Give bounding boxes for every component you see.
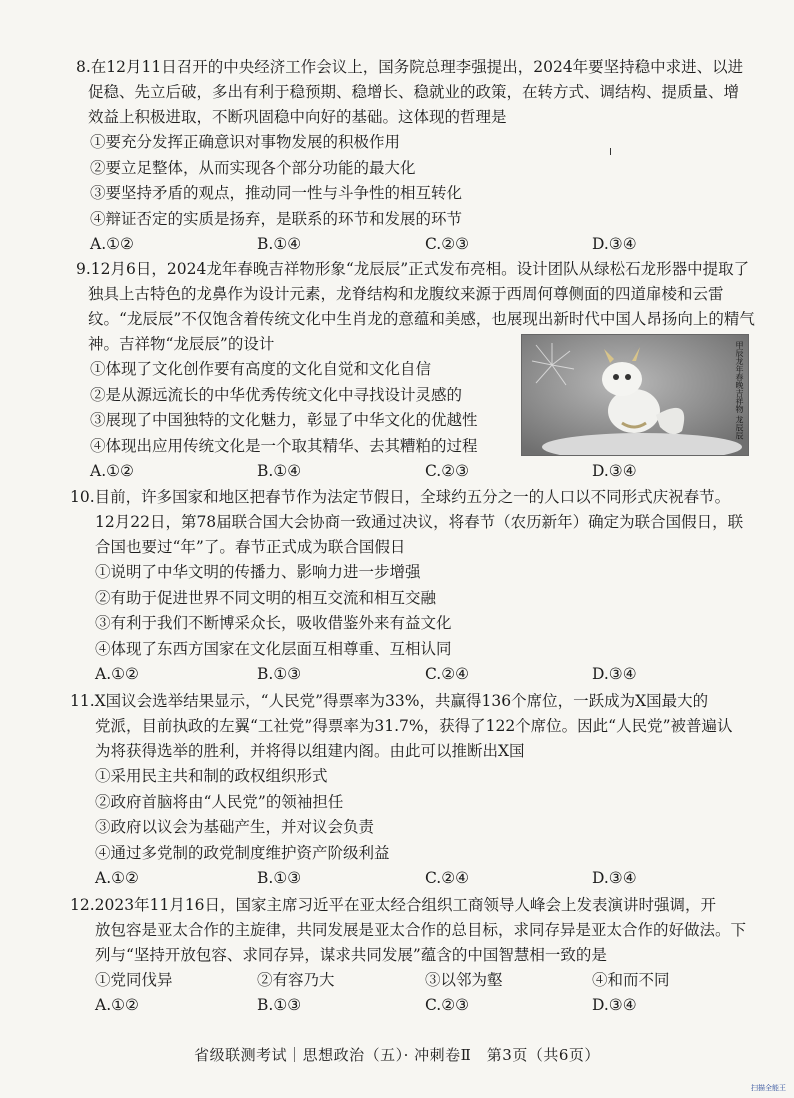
question-12-stem-first: 12.2023年11月16日，国家主席习近平在亚太经合组织工商领导人峰会上发表演讲时强调，开 xyxy=(70,896,717,914)
choice-c: C.②④ xyxy=(425,665,470,683)
page-footer: 省级联测考试｜思想政治（五）· 冲刺卷Ⅱ 第3页（共6页） xyxy=(194,1046,600,1064)
choice-a: A.①② xyxy=(90,462,134,480)
question-9-option-2: ②是从源远流长的中华优秀传统文化中寻找设计灵感的 xyxy=(90,385,463,404)
choice-d: D.③④ xyxy=(592,996,637,1014)
question-12-option-3: ③以邻为壑 xyxy=(425,971,503,989)
question-8-option-4: ④辩证否定的实质是扬弃，是联系的环节和发展的环节 xyxy=(90,209,463,228)
question-8-option-2: ②要立足整体，从而实现各个部分功能的最大化 xyxy=(90,158,416,177)
question-9-option-4: ④体现出应用传统文化是一个取其精华、去其糟粕的过程 xyxy=(90,436,478,455)
question-11-choices xyxy=(76,866,748,891)
question-8 xyxy=(76,55,748,257)
question-10-stem-first: 10.目前，许多国家和地区把春节作为法定节假日，全球约五分之一的人口以不同形式庆祝春节。 xyxy=(70,488,731,506)
choice-a: A.①② xyxy=(95,869,139,887)
choice-a: A.①② xyxy=(90,235,134,253)
question-11-option-3: ③政府以议会为基础产生，并对议会负责 xyxy=(95,818,375,836)
question-12-choices xyxy=(76,993,748,1018)
question-11-option-4: ④通过多党制的政党制度维护资产阶级利益 xyxy=(95,843,390,862)
question-11-option-1: ①采用民主共和制的政权组织形式 xyxy=(95,767,328,785)
choice-d: D.③④ xyxy=(592,462,637,480)
choice-b: B.①④ xyxy=(257,462,302,480)
question-9-stem: 9.12月6日，2024龙年春晚吉祥物形象“龙辰辰”正式发布亮相。设计团队从绿松石龙形器中提取了独具上古特色的龙鼻作为设计元素，龙脊结构和龙腹纹来源于西周何尊侧面的四道扉棱和云雷纹。“龙辰辰”不仅饱含着传统文化中生肖龙的意蕴和美感，也展现出新时代中国人昂扬向上的精气神。吉祥物“龙辰辰”的设计 xyxy=(76,260,755,353)
choice-c: C.②④ xyxy=(425,869,470,887)
mascot-image xyxy=(521,334,749,456)
choice-b: B.①③ xyxy=(257,869,302,887)
question-10-option-3: ③有利于我们不断博采众长，吸收借鉴外来有益文化 xyxy=(95,614,452,632)
question-10-option-4: ④体现了东西方国家在文化层面互相尊重、互相认同 xyxy=(95,639,452,658)
question-11-stem-rest: 党派，目前执政的左翼“工社党”得票率为31.7%，获得了122个席位。因此“人民党”被普遍认为将获得选举的胜利，并将得以组建内阁。由此可以推断出X国 xyxy=(95,717,733,760)
choice-a: A.①② xyxy=(95,665,139,683)
choice-b: B.①④ xyxy=(257,235,302,253)
question-10-stem-rest: 12月22日，第78届联合国大会协商一致通过决议，将春节（农历新年）确定为联合国假日，联合国也要过“年”了。春节正式成为联合国假日 xyxy=(95,513,744,556)
choice-d: D.③④ xyxy=(592,869,637,887)
choice-b: B.①③ xyxy=(257,665,302,683)
question-12-option-4: ④和而不同 xyxy=(592,971,670,989)
question-10 xyxy=(70,485,748,687)
question-8-stem: 8.在12月11日召开的中央经济工作会议上，国务院总理李强提出，2024年要坚持稳中求进、以进促稳、先立后破，多出有利于稳预期、稳增长、稳就业的政策，在转方式、调结构、提质量、增效益上积极进取，不断巩固稳中向好的基础。这体现的哲理是 xyxy=(76,58,744,126)
question-11-stem-first: 11.X国议会选举结果显示，“人民党”得票率为33%，共赢得136个席位，一跃成为X国最大的 xyxy=(70,692,709,710)
question-8-choices xyxy=(76,232,748,257)
question-9-options xyxy=(76,357,516,459)
question-8-option-1: ①要充分发挥正确意识对事物发展的积极作用 xyxy=(90,133,401,151)
question-12-options xyxy=(76,968,748,993)
question-11 xyxy=(70,689,748,891)
choice-c: C.②③ xyxy=(425,996,470,1014)
question-10-choices xyxy=(76,662,748,687)
scanner-watermark: 扫描全能王 xyxy=(751,1084,786,1092)
question-8-option-3: ③要坚持矛盾的观点，推动同一性与斗争性的相互转化 xyxy=(90,184,463,202)
question-9-choices-wrap xyxy=(76,459,748,484)
choice-a: A.①② xyxy=(95,996,139,1014)
choice-b: B.①③ xyxy=(257,996,302,1014)
question-12-option-2: ②有容乃大 xyxy=(257,971,335,989)
choice-d: D.③④ xyxy=(592,665,637,683)
question-10-option-2: ②有助于促进世界不同文明的相互交流和相互交融 xyxy=(95,588,437,607)
question-9-option-3: ③展现了中国独特的文化魅力，彰显了中华文化的优越性 xyxy=(90,411,478,429)
choice-d: D.③④ xyxy=(592,235,637,253)
question-9-option-1: ①体现了文化创作要有高度的文化自觉和文化自信 xyxy=(90,360,432,378)
question-12-stem-rest: 放包容是亚太合作的主旋律，共同发展是亚太合作的总目标，求同存异是亚太合作的好做法。下列与“坚持开放包容、求同存异，谋求共同发展”蕴含的中国智慧相一致的是 xyxy=(95,921,747,964)
question-11-option-2: ②政府首脑将由“人民党”的领袖担任 xyxy=(95,792,344,811)
question-9-choices xyxy=(76,459,748,484)
choice-c: C.②③ xyxy=(425,462,470,480)
question-10-option-1: ①说明了中华文明的传播力、影响力进一步增强 xyxy=(95,563,421,581)
choice-c: C.②③ xyxy=(425,235,470,253)
mascot-illustration xyxy=(522,335,748,455)
question-12-option-1: ①党同伐异 xyxy=(95,971,173,989)
question-12 xyxy=(70,893,748,1018)
mascot-caption: 甲辰龙年春晚吉祥物 龙辰辰 xyxy=(735,341,744,440)
